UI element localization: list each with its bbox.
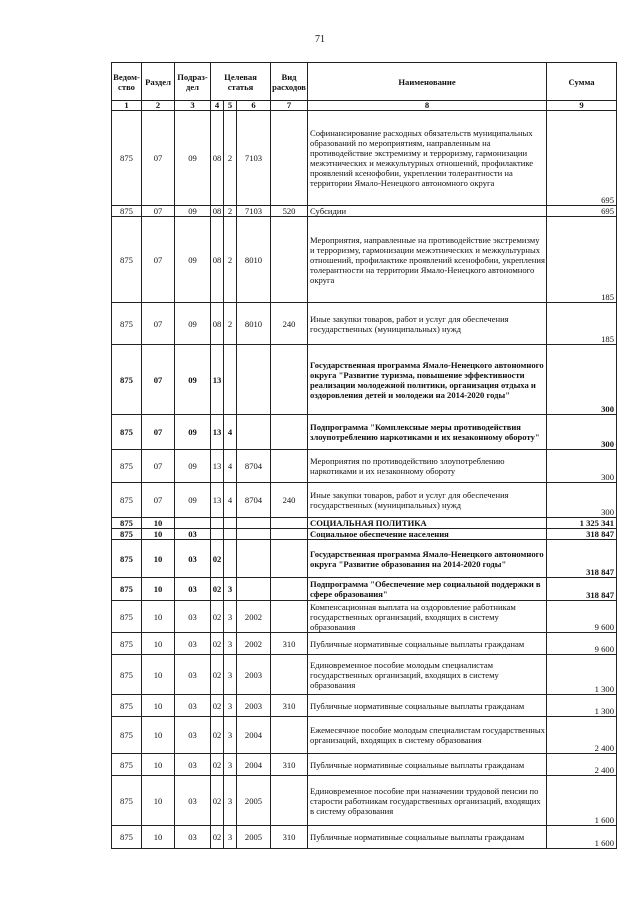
cell-summa: 318 847 xyxy=(547,529,617,540)
cell-celevaya-2 xyxy=(224,540,237,578)
cell-razdel: 10 xyxy=(142,655,175,695)
cell-razdel: 10 xyxy=(142,826,175,849)
cell-razdel: 07 xyxy=(142,111,175,206)
cell-summa: 185 xyxy=(547,303,617,345)
cell-summa: 300 xyxy=(547,415,617,450)
cell-podrazdel: 09 xyxy=(175,415,211,450)
table-row xyxy=(112,633,617,655)
cell-celevaya-1: 02 xyxy=(211,540,224,578)
cell-naimenovanie: Социальное обеспечение населения xyxy=(308,529,547,540)
cell-celevaya-2 xyxy=(224,518,237,529)
table-row xyxy=(112,655,617,695)
table-body xyxy=(112,111,617,849)
cell-podrazdel: 03 xyxy=(175,717,211,754)
cell-celevaya-3: 8704 xyxy=(237,483,271,518)
cell-naimenovanie: Подпрограмма "Комплексные меры противодействия злоупотреблению наркотиками и их незаконному обороту" xyxy=(308,415,547,450)
cell-celevaya-1: 13 xyxy=(211,483,224,518)
cell-summa: 300 xyxy=(547,345,617,415)
cell-vid-rashodov xyxy=(271,540,308,578)
cell-vedomstvo: 875 xyxy=(112,633,142,655)
column-number: 5 xyxy=(224,101,237,111)
cell-celevaya-1: 02 xyxy=(211,754,224,776)
cell-celevaya-3: 7103 xyxy=(237,206,271,217)
cell-vid-rashodov xyxy=(271,578,308,601)
cell-celevaya-2: 3 xyxy=(224,754,237,776)
cell-summa: 2 400 xyxy=(547,754,617,776)
cell-podrazdel: 09 xyxy=(175,206,211,217)
cell-summa: 1 600 xyxy=(547,826,617,849)
header-vedomstvo: Ведом-ство xyxy=(112,63,142,101)
cell-podrazdel: 09 xyxy=(175,450,211,483)
cell-celevaya-1: 13 xyxy=(211,345,224,415)
cell-celevaya-1: 08 xyxy=(211,303,224,345)
cell-razdel: 10 xyxy=(142,633,175,655)
cell-summa: 1 600 xyxy=(547,776,617,826)
cell-celevaya-3: 2005 xyxy=(237,826,271,849)
cell-vid-rashodov: 310 xyxy=(271,754,308,776)
column-number: 4 xyxy=(211,101,224,111)
cell-vid-rashodov xyxy=(271,529,308,540)
cell-summa: 300 xyxy=(547,483,617,518)
page-number: 71 xyxy=(315,34,325,45)
cell-vedomstvo: 875 xyxy=(112,578,142,601)
cell-naimenovanie: Подпрограмма "Обеспечение мер социальной поддержки в сфере образования" xyxy=(308,578,547,601)
cell-celevaya-1: 02 xyxy=(211,655,224,695)
cell-vid-rashodov xyxy=(271,345,308,415)
cell-vedomstvo: 875 xyxy=(112,655,142,695)
cell-celevaya-2: 3 xyxy=(224,601,237,633)
cell-summa: 695 xyxy=(547,111,617,206)
cell-vedomstvo: 875 xyxy=(112,303,142,345)
cell-vid-rashodov xyxy=(271,655,308,695)
cell-vedomstvo: 875 xyxy=(112,415,142,450)
table-row xyxy=(112,601,617,633)
cell-vedomstvo: 875 xyxy=(112,217,142,303)
cell-celevaya-1: 02 xyxy=(211,578,224,601)
cell-podrazdel: 09 xyxy=(175,217,211,303)
cell-celevaya-1: 02 xyxy=(211,717,224,754)
cell-celevaya-2: 3 xyxy=(224,695,237,717)
cell-celevaya-2 xyxy=(224,345,237,415)
cell-summa: 9 600 xyxy=(547,601,617,633)
cell-celevaya-3: 2004 xyxy=(237,754,271,776)
cell-celevaya-3 xyxy=(237,518,271,529)
cell-razdel: 10 xyxy=(142,776,175,826)
table-row xyxy=(112,206,617,217)
cell-razdel: 10 xyxy=(142,717,175,754)
cell-summa: 1 325 341 xyxy=(547,518,617,529)
cell-razdel: 10 xyxy=(142,601,175,633)
cell-vid-rashodov: 240 xyxy=(271,303,308,345)
table-row xyxy=(112,717,617,754)
cell-celevaya-3 xyxy=(237,540,271,578)
cell-celevaya-3: 2004 xyxy=(237,717,271,754)
table-row xyxy=(112,111,617,206)
cell-podrazdel xyxy=(175,518,211,529)
table-row xyxy=(112,345,617,415)
cell-vid-rashodov: 310 xyxy=(271,826,308,849)
cell-summa: 300 xyxy=(547,450,617,483)
cell-celevaya-2: 2 xyxy=(224,206,237,217)
cell-celevaya-3: 2002 xyxy=(237,633,271,655)
cell-razdel: 07 xyxy=(142,415,175,450)
cell-celevaya-1: 02 xyxy=(211,776,224,826)
cell-vedomstvo: 875 xyxy=(112,206,142,217)
cell-celevaya-1: 02 xyxy=(211,695,224,717)
table-row xyxy=(112,303,617,345)
table-row xyxy=(112,529,617,540)
cell-razdel: 07 xyxy=(142,483,175,518)
cell-celevaya-1 xyxy=(211,518,224,529)
cell-podrazdel: 03 xyxy=(175,529,211,540)
cell-vedomstvo: 875 xyxy=(112,754,142,776)
cell-naimenovanie: Иные закупки товаров, работ и услуг для обеспечения государственных (муниципальных) нужд xyxy=(308,483,547,518)
cell-naimenovanie: Государственная программа Ямало-Ненецкого автономного округа "Развитие образования на 2014-2020 годы" xyxy=(308,540,547,578)
cell-vid-rashodov xyxy=(271,450,308,483)
cell-celevaya-3 xyxy=(237,529,271,540)
header-celevaya-statya: Целевая статья xyxy=(211,63,271,101)
table-row xyxy=(112,754,617,776)
cell-razdel: 10 xyxy=(142,540,175,578)
cell-celevaya-1: 02 xyxy=(211,601,224,633)
cell-vedomstvo: 875 xyxy=(112,826,142,849)
cell-celevaya-2: 3 xyxy=(224,633,237,655)
cell-vid-rashodov: 310 xyxy=(271,695,308,717)
cell-naimenovanie: Компенсационная выплата на оздоровление работникам государственных организаций, входящих в систему образования xyxy=(308,601,547,633)
cell-naimenovanie: Публичные нормативные социальные выплаты гражданам xyxy=(308,754,547,776)
budget-table xyxy=(111,62,617,849)
cell-vedomstvo: 875 xyxy=(112,717,142,754)
cell-vedomstvo: 875 xyxy=(112,518,142,529)
cell-naimenovanie: Единовременное пособие при назначении трудовой пенсии по старости работникам государственных организаций, входящих в систему образования xyxy=(308,776,547,826)
cell-naimenovanie: Субсидии xyxy=(308,206,547,217)
header-row xyxy=(112,63,617,101)
cell-summa: 9 600 xyxy=(547,633,617,655)
cell-razdel: 10 xyxy=(142,518,175,529)
cell-podrazdel: 03 xyxy=(175,754,211,776)
table-row xyxy=(112,415,617,450)
cell-razdel: 07 xyxy=(142,345,175,415)
cell-summa: 2 400 xyxy=(547,717,617,754)
cell-summa: 695 xyxy=(547,206,617,217)
cell-podrazdel: 03 xyxy=(175,540,211,578)
cell-celevaya-2: 4 xyxy=(224,450,237,483)
cell-vid-rashodov: 310 xyxy=(271,633,308,655)
cell-celevaya-2 xyxy=(224,529,237,540)
cell-celevaya-3: 8010 xyxy=(237,303,271,345)
cell-celevaya-1: 02 xyxy=(211,826,224,849)
header-vid-rashodov: Вид расходов xyxy=(271,63,308,101)
cell-naimenovanie: Ежемесячное пособие молодым специалистам государственных организаций, входящих в систему образования xyxy=(308,717,547,754)
cell-podrazdel: 09 xyxy=(175,303,211,345)
cell-summa: 1 300 xyxy=(547,695,617,717)
cell-naimenovanie: Мероприятия, направленные на противодействие экстремизму и терроризму, гармонизации межэтнических и межкультурных отношений, профилактике проявлений ксенофобии, укрепления толерантности на территории Ямало-Ненецкого автономного округа xyxy=(308,217,547,303)
cell-summa: 318 847 xyxy=(547,578,617,601)
cell-celevaya-2: 3 xyxy=(224,655,237,695)
table-row xyxy=(112,518,617,529)
column-number: 7 xyxy=(271,101,308,111)
cell-podrazdel: 03 xyxy=(175,655,211,695)
cell-summa: 185 xyxy=(547,217,617,303)
table-row xyxy=(112,450,617,483)
table-row xyxy=(112,540,617,578)
table-row xyxy=(112,776,617,826)
table-row xyxy=(112,578,617,601)
cell-podrazdel: 03 xyxy=(175,601,211,633)
cell-razdel: 10 xyxy=(142,578,175,601)
cell-naimenovanie: СОЦИАЛЬНАЯ ПОЛИТИКА xyxy=(308,518,547,529)
cell-celevaya-2: 2 xyxy=(224,303,237,345)
cell-vid-rashodov xyxy=(271,217,308,303)
column-number: 3 xyxy=(175,101,211,111)
column-number: 6 xyxy=(237,101,271,111)
header-naimenovanie: Наименование xyxy=(308,63,547,101)
header-razdel: Раздел xyxy=(142,63,175,101)
cell-vid-rashodov xyxy=(271,111,308,206)
cell-razdel: 10 xyxy=(142,695,175,717)
cell-celevaya-1: 08 xyxy=(211,206,224,217)
cell-razdel: 07 xyxy=(142,450,175,483)
cell-podrazdel: 09 xyxy=(175,483,211,518)
cell-celevaya-1: 13 xyxy=(211,415,224,450)
cell-podrazdel: 03 xyxy=(175,578,211,601)
column-number: 9 xyxy=(547,101,617,111)
cell-celevaya-3: 2002 xyxy=(237,601,271,633)
table-row xyxy=(112,826,617,849)
cell-razdel: 07 xyxy=(142,217,175,303)
cell-podrazdel: 09 xyxy=(175,111,211,206)
cell-vid-rashodov: 240 xyxy=(271,483,308,518)
cell-celevaya-3: 2005 xyxy=(237,776,271,826)
cell-razdel: 10 xyxy=(142,529,175,540)
cell-celevaya-3 xyxy=(237,415,271,450)
cell-naimenovanie: Иные закупки товаров, работ и услуг для обеспечения государственных (муниципальных) нужд xyxy=(308,303,547,345)
cell-vedomstvo: 875 xyxy=(112,483,142,518)
cell-naimenovanie: Публичные нормативные социальные выплаты гражданам xyxy=(308,826,547,849)
cell-celevaya-1: 13 xyxy=(211,450,224,483)
header-podrazdel: Подраз-дел xyxy=(175,63,211,101)
cell-vedomstvo: 875 xyxy=(112,695,142,717)
cell-summa: 1 300 xyxy=(547,655,617,695)
cell-vid-rashodov xyxy=(271,717,308,754)
cell-vedomstvo: 875 xyxy=(112,111,142,206)
cell-podrazdel: 03 xyxy=(175,826,211,849)
cell-celevaya-2: 4 xyxy=(224,415,237,450)
column-number: 2 xyxy=(142,101,175,111)
cell-razdel: 07 xyxy=(142,303,175,345)
cell-podrazdel: 03 xyxy=(175,776,211,826)
table-row xyxy=(112,695,617,717)
cell-naimenovanie: Софинансирование расходных обязательств муниципальных образований по мероприятиям, направленным на противодействие экстремизму и терроризму, гармонизации межэтнических и межкультурных отношений, профилактике проявлений ксенофобии, укреплении толерантности на территории Ямало-Ненецкого автономного округа xyxy=(308,111,547,206)
column-number-row xyxy=(112,101,617,111)
cell-celevaya-2: 2 xyxy=(224,217,237,303)
cell-celevaya-2: 3 xyxy=(224,717,237,754)
cell-summa: 318 847 xyxy=(547,540,617,578)
cell-celevaya-2: 2 xyxy=(224,111,237,206)
cell-vedomstvo: 875 xyxy=(112,540,142,578)
cell-podrazdel: 09 xyxy=(175,345,211,415)
cell-celevaya-2: 4 xyxy=(224,483,237,518)
cell-celevaya-2: 3 xyxy=(224,776,237,826)
cell-vid-rashodov xyxy=(271,776,308,826)
cell-celevaya-1: 02 xyxy=(211,633,224,655)
cell-podrazdel: 03 xyxy=(175,695,211,717)
cell-naimenovanie: Единовременное пособие молодым специалистам государственных организаций, входящих в систему образования xyxy=(308,655,547,695)
cell-vid-rashodov xyxy=(271,601,308,633)
header-summa: Сумма xyxy=(547,63,617,101)
cell-celevaya-3: 2003 xyxy=(237,695,271,717)
cell-celevaya-3: 8010 xyxy=(237,217,271,303)
cell-celevaya-1: 08 xyxy=(211,111,224,206)
cell-vedomstvo: 875 xyxy=(112,529,142,540)
cell-vid-rashodov xyxy=(271,415,308,450)
cell-naimenovanie: Публичные нормативные социальные выплаты гражданам xyxy=(308,695,547,717)
cell-celevaya-2: 3 xyxy=(224,578,237,601)
column-number: 1 xyxy=(112,101,142,111)
cell-celevaya-3: 8704 xyxy=(237,450,271,483)
cell-naimenovanie: Государственная программа Ямало-Ненецкого автономного округа "Развитие туризма, повышение эффективности реализации молодежной политики, организация отдыха и оздоровления детей и молодежи на 2014-2020 годы" xyxy=(308,345,547,415)
cell-vid-rashodov xyxy=(271,518,308,529)
cell-celevaya-1: 08 xyxy=(211,217,224,303)
cell-vedomstvo: 875 xyxy=(112,345,142,415)
cell-celevaya-2: 3 xyxy=(224,826,237,849)
cell-podrazdel: 03 xyxy=(175,633,211,655)
cell-celevaya-3 xyxy=(237,345,271,415)
cell-naimenovanie: Публичные нормативные социальные выплаты гражданам xyxy=(308,633,547,655)
cell-vedomstvo: 875 xyxy=(112,601,142,633)
cell-razdel: 07 xyxy=(142,206,175,217)
cell-celevaya-3: 7103 xyxy=(237,111,271,206)
table-row xyxy=(112,217,617,303)
cell-naimenovanie: Мероприятия по противодействию злоупотреблению наркотиками и их незаконному обороту xyxy=(308,450,547,483)
table-row xyxy=(112,483,617,518)
cell-celevaya-3: 2003 xyxy=(237,655,271,695)
cell-vedomstvo: 875 xyxy=(112,450,142,483)
cell-celevaya-3 xyxy=(237,578,271,601)
column-number: 8 xyxy=(308,101,547,111)
cell-vid-rashodov: 520 xyxy=(271,206,308,217)
cell-vedomstvo: 875 xyxy=(112,776,142,826)
cell-razdel: 10 xyxy=(142,754,175,776)
cell-celevaya-1 xyxy=(211,529,224,540)
